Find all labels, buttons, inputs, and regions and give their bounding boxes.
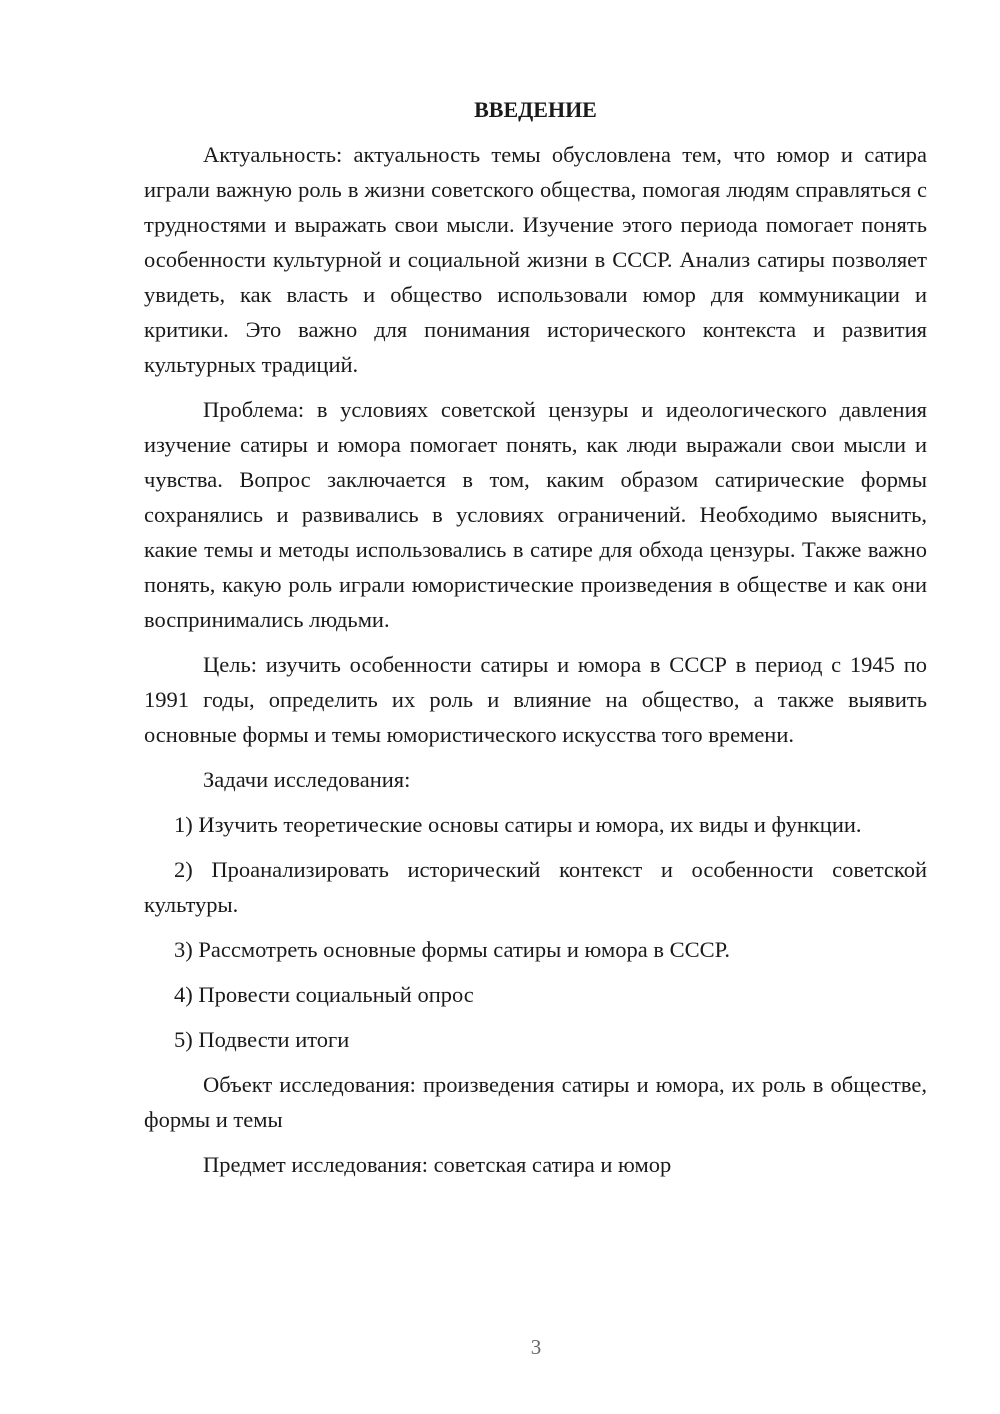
goal-paragraph: Цель: изучить особенности сатиры и юмора в СССР в период с 1945 по 1991 годы, определить их роль и влияние на общество, а также выявить основные формы и темы юмористического искусства того времени. [144, 652, 927, 747]
subject-paragraph: Предмет исследования: советская сатира и юмор [203, 1152, 672, 1177]
page-number: 3 [530, 1335, 542, 1359]
problem-paragraph: Проблема: в условиях советской цензуры и идеологического давления изучение сатиры и юмора помогает понять, как люди выражали свои мысли и чувства. Вопрос заключается в том, каким образом сатирические формы сохранялись и развивались в условиях ограничений. Необходимо выяснить, какие темы и методы использовались в сатире для обхода цензуры. Также важно понять, какую роль играли юмористические произведения в обществе и как они воспринимались людьми. [144, 397, 927, 632]
tasks-title: Задачи исследования: [203, 767, 411, 792]
list-item: 1) Изучить теоретические основы сатиры и юмора, их виды и функции. [174, 812, 862, 837]
list-item: 4) Провести социальный опрос [174, 982, 474, 1007]
list-item: 2) Проанализировать исторический контекст и особенности советской культуры. [144, 857, 927, 917]
relevance-paragraph: Актуальность: актуальность темы обусловлена тем, что юмор и сатира играли важную роль в жизни советского общества, помогая людям справляться с трудностями и выражать свои мысли. Изучение этого периода помогает понять особенности культурной и социальной жизни в СССР. Анализ сатиры позволяет увидеть, как власть и общество использовали юмор для коммуникации и критики. Это важно для понимания исторического контекста и развития культурных традиций. [144, 142, 927, 377]
page-title: ВВЕДЕНИЕ [474, 97, 597, 122]
object-paragraph: Объект исследования: произведения сатиры и юмора, их роль в обществе, формы и темы [144, 1072, 927, 1132]
list-item: 3) Рассмотреть основные формы сатиры и юмора в СССР. [174, 937, 730, 962]
tasks-list [144, 807, 927, 1057]
page-content [144, 92, 927, 1194]
list-item: 5) Подвести итоги [174, 1027, 350, 1052]
